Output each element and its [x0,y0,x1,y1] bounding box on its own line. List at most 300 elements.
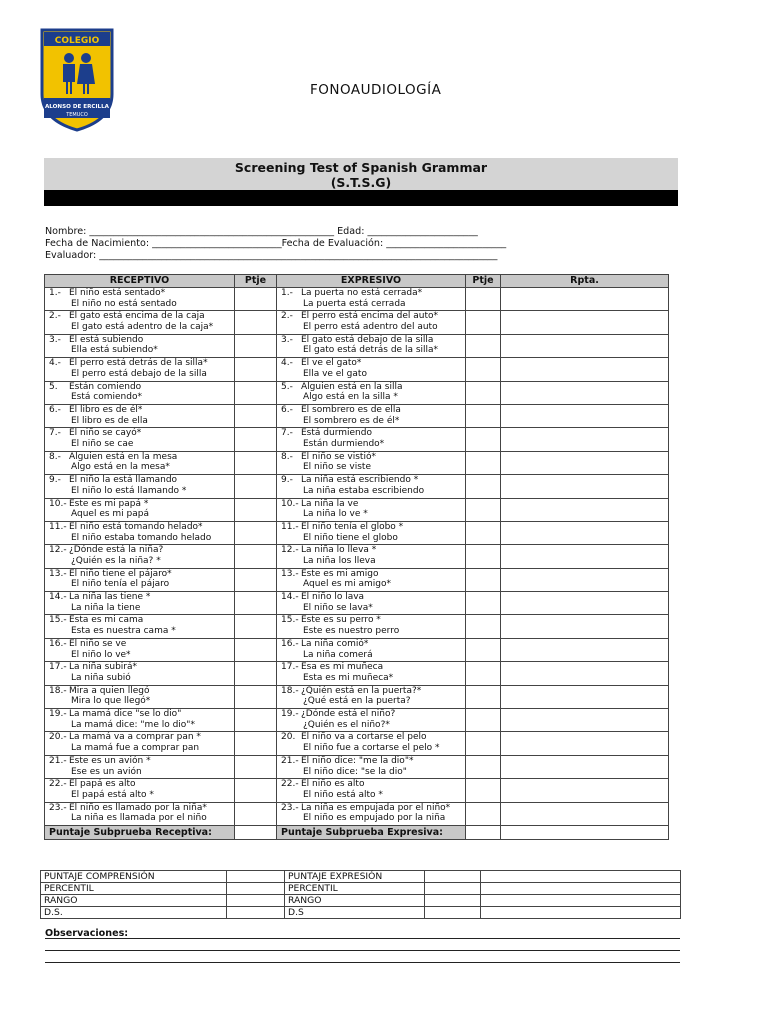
receptive-sentence-a: Esta es mi cama [69,615,144,626]
receptive-item [45,288,235,311]
header-expresivo: EXPRESIVO [277,275,466,288]
expressive-score-cell[interactable] [466,568,501,591]
receptive-sentence-b: El perro está debajo de la silla [71,368,207,379]
expressive-sentence-b: La niña lo ve * [303,509,368,520]
expressive-sentence-a: El gato está debajo de la silla [301,334,434,345]
receptive-score-cell[interactable] [235,521,277,544]
item-number: 20.- [49,732,67,743]
expressive-sentence-a: Este es su perro * [301,615,381,626]
receptive-sentence-a: El libro es de él* [69,404,143,415]
table-row [45,475,669,498]
item-number: 13.- [49,568,67,579]
score-value-left[interactable] [227,907,285,919]
item-number: 22.- [281,779,299,790]
expressive-sentence-a: ¿Quién está en la puerta?* [301,685,422,696]
receptive-item [45,475,235,498]
item-number: 12.- [49,545,67,556]
response-cell[interactable] [501,521,669,544]
expressive-sentence-b: La niña comerá [303,649,373,660]
total-rpta-cell[interactable] [501,825,669,839]
receptive-sentence-b: El papá está alto * [71,789,154,800]
response-cell[interactable] [501,755,669,778]
score-label-left: PUNTAJE COMPRENSIÓN [41,871,227,883]
expressive-item [277,802,466,825]
receptive-sentence-b: Esta es nuestra cama * [71,626,176,637]
score-summary-table [40,870,681,919]
expressive-score-cell[interactable] [466,802,501,825]
receptive-sentence-b: La niña es llamada por el niño [71,813,207,824]
receptive-sentence-b: La niña la tiene [71,602,141,613]
score-value-right[interactable] [425,907,481,919]
receptive-item [45,358,235,381]
observations-line[interactable] [45,950,680,951]
expressive-sentence-a: Está durmiendo [301,428,372,439]
item-number: 2.- [49,311,61,322]
expressive-item [277,545,466,568]
receptive-sentence-a: El está subiendo [69,334,144,345]
response-cell[interactable] [501,638,669,661]
table-row [45,568,669,591]
table-header-row [45,275,669,288]
table-row [45,755,669,778]
receptive-sentence-b: Algo está en la mesa* [71,462,170,473]
expressive-score-cell[interactable] [466,709,501,732]
expressive-sentence-b: El niño fue a cortarse el pelo * [303,743,440,754]
response-cell[interactable] [501,451,669,474]
item-number: 3.- [49,334,61,345]
receptive-sentence-a: El niño está sentado* [69,288,166,298]
score-value-right[interactable] [425,895,481,907]
receptive-score-cell[interactable] [235,615,277,638]
score-label-right: PERCENTIL [285,883,425,895]
receptive-score-cell[interactable] [235,755,277,778]
expressive-item [277,732,466,755]
item-number: 8.- [49,451,61,462]
response-cell[interactable] [501,615,669,638]
expressive-item [277,475,466,498]
expressive-item [277,288,466,311]
receptive-item [45,615,235,638]
item-number: 5. [49,381,58,392]
score-extra-cell[interactable] [481,907,681,919]
response-cell[interactable] [501,381,669,404]
expressive-score-cell[interactable] [466,451,501,474]
total-expressive-score-cell[interactable] [466,825,501,839]
item-number: 1.- [49,288,61,298]
response-cell[interactable] [501,334,669,357]
receptive-item [45,802,235,825]
item-number: 19.- [281,709,299,720]
expressive-sentence-b: Esta es mi muñeca* [303,672,394,683]
receptive-score-cell[interactable] [235,685,277,708]
expressive-item [277,521,466,544]
table-row [45,428,669,451]
expressive-sentence-b: El gato está detrás de la silla* [303,345,439,356]
scoring-table [44,274,669,840]
expressive-sentence-b: Están durmiendo* [303,439,385,450]
item-number: 6.- [281,404,293,415]
expressive-sentence-b: El sombrero es de él* [303,415,400,426]
table-row [45,592,669,615]
totals-row [45,825,669,839]
receptive-sentence-a: Este es mi papá * [69,498,149,509]
receptive-sentence-b: Ella está subiendo* [71,345,158,356]
item-number: 18.- [49,685,67,696]
score-row [41,895,681,907]
table-row [45,732,669,755]
item-number: 9.- [281,475,293,486]
expressive-score-cell[interactable] [466,404,501,427]
expressive-score-cell[interactable] [466,288,501,311]
expressive-sentence-b: El niño se viste [303,462,371,473]
expressive-item [277,638,466,661]
receptive-item [45,334,235,357]
score-extra-cell[interactable] [481,883,681,895]
title-divider-bar [44,190,678,206]
score-row [41,871,681,883]
expressive-score-cell[interactable] [466,311,501,334]
receptive-sentence-b: El niño tenía el pájaro [71,579,170,590]
expressive-sentence-a: ¿Dónde está el niño? [301,709,396,720]
expressive-sentence-b: La niña los lleva [303,556,376,566]
expressive-item [277,334,466,357]
expressive-sentence-b: El niño se lava* [303,602,373,613]
item-number: 13.- [281,568,299,579]
expressive-score-cell[interactable] [466,381,501,404]
expressive-sentence-a: La puerta no está cerrada* [301,288,423,298]
receptive-item [45,685,235,708]
school-crest-logo [40,28,114,132]
response-cell[interactable] [501,475,669,498]
receptive-item [45,779,235,802]
receptive-sentence-a: El niño está tomando helado* [69,521,203,532]
expressive-score-cell[interactable] [466,428,501,451]
score-value-right[interactable] [425,871,481,883]
item-number: 23.- [49,802,67,813]
item-number: 12.- [281,545,299,556]
expressive-item [277,358,466,381]
score-label-left: D.S. [41,907,227,919]
expressive-sentence-b: El perro está adentro del auto [303,322,438,333]
expressive-item [277,685,466,708]
expressive-item [277,498,466,521]
receptive-sentence-a: La niña las tiene * [69,592,151,603]
table-row [45,288,669,311]
response-cell[interactable] [501,358,669,381]
expressive-sentence-a: La niña es empujada por el niño* [301,802,451,813]
observations-label: Observaciones: [45,928,129,939]
logo-bottom-text: ALONSO DE ERCILLA [44,104,110,110]
expressive-score-cell[interactable] [466,498,501,521]
expressive-sentence-b: ¿Quién es el niño?* [303,719,390,730]
expressive-sentence-a: Este es mi amigo [301,568,379,579]
item-number: 20. [281,732,296,743]
expressive-item [277,568,466,591]
receptive-score-cell[interactable] [235,311,277,334]
evaluator-field[interactable]: Evaluador: ___________________________________________________________________________________ [45,250,498,261]
table-row [45,521,669,544]
item-number: 7.- [49,428,61,439]
response-cell[interactable] [501,545,669,568]
table-row [45,802,669,825]
item-number: 2.- [281,311,293,322]
expressive-sentence-b: El niño tiene el globo [303,532,398,543]
expressive-sentence-a: El sombrero es de ella [301,404,401,415]
receptive-sentence-b: El niño lo ve* [71,649,131,660]
total-receptive-score-cell[interactable] [235,825,277,839]
expressive-sentence-b: El niño es empujado por la niña [303,813,446,824]
receptive-score-cell[interactable] [235,334,277,357]
expressive-score-cell[interactable] [466,615,501,638]
item-number: 23.- [281,802,299,813]
score-label-right: RANGO [285,895,425,907]
receptive-sentence-a: El perro está detrás de la silla* [69,358,208,369]
receptive-sentence-b: La mamá fue a comprar pan [71,743,200,754]
receptive-sentence-a: El niño es llamado por la niña* [69,802,207,813]
expressive-sentence-a: El perro está encima del auto* [301,311,439,322]
item-number: 4.- [281,358,293,369]
expressive-item [277,779,466,802]
expressive-sentence-a: El niño se vistió* [301,451,376,462]
score-label-left: RANGO [41,895,227,907]
expressive-score-cell[interactable] [466,475,501,498]
receptive-sentence-b: El niño se cae [71,439,134,450]
expressive-sentence-a: La niña la ve [301,498,359,509]
response-cell[interactable] [501,568,669,591]
response-cell[interactable] [501,732,669,755]
observations-line[interactable] [45,962,680,963]
test-title: Screening Test of Spanish Grammar [234,160,488,175]
receptive-score-cell[interactable] [235,498,277,521]
department-heading: FONOAUDIOLOGÍA [310,82,442,98]
score-value-left[interactable] [227,895,285,907]
score-extra-cell[interactable] [481,895,681,907]
score-label-left: PERCENTIL [41,883,227,895]
item-number: 21.- [49,755,67,766]
receptive-sentence-a: El niño tiene el pájaro* [69,568,172,579]
header-ptje-receptivo: Ptje [235,275,277,288]
item-number: 9.- [49,475,61,486]
receptive-sentence-a: La niña subirá* [69,662,137,673]
score-value-left[interactable] [227,883,285,895]
table-row [45,404,669,427]
receptive-score-cell[interactable] [235,358,277,381]
receptive-sentence-b: Ese es un avión [71,766,142,777]
test-subtitle: (S.T.S.G) [330,175,392,190]
receptive-score-cell[interactable] [235,592,277,615]
expressive-sentence-b: Este es nuestro perro [303,626,400,637]
item-number: 18.- [281,685,299,696]
receptive-item [45,404,235,427]
table-row [45,358,669,381]
expressive-sentence-b: El niño está alto * [303,789,383,800]
receptive-sentence-b: Está comiendo* [71,392,142,403]
item-number: 15.- [49,615,67,626]
name-age-field[interactable]: Nombre: ___________________________________________________ Edad: _______________________ [45,226,478,237]
receptive-sentence-b: El niño no está sentado [71,298,177,309]
receptive-sentence-a: La mamá va a comprar pan * [69,732,201,743]
expressive-sentence-b: La niña estaba escribiendo [303,485,425,496]
response-cell[interactable] [501,311,669,334]
receptive-sentence-a: Alguien está en la mesa [69,451,178,462]
logo-top-text: COLEGIO [54,36,100,46]
expressive-sentence-b: Aquel es mi amigo* [303,579,392,590]
item-number: 10.- [49,498,67,509]
expressive-item [277,404,466,427]
expressive-sentence-b: ¿Qué está en la puerta? [303,696,411,707]
receptive-sentence-b: Mira lo que llegó* [71,696,151,707]
score-value-left[interactable] [227,871,285,883]
expressive-sentence-a: La niña está escribiendo * [301,475,419,486]
receptive-sentence-b: La mamá dice: "me lo dio"* [71,719,195,730]
table-row [45,685,669,708]
item-number: 19.- [49,709,67,720]
expressive-sentence-a: Esa es mi muñeca [301,662,384,673]
expressive-item [277,311,466,334]
receptive-item [45,662,235,685]
item-number: 16.- [281,638,299,649]
expressive-score-cell[interactable] [466,662,501,685]
receptive-sentence-b: La niña subió [71,672,131,683]
receptive-sentence-a: Este es un avión * [69,755,151,766]
total-expressive-label: Puntaje Subprueba Expresiva: [277,825,466,839]
expressive-sentence-b: El niño dice: "se la dio" [303,766,407,777]
test-title-band [44,158,678,190]
receptive-score-cell[interactable] [235,709,277,732]
table-row [45,334,669,357]
expressive-sentence-b: Algo está en la silla * [303,392,398,403]
receptive-item [45,638,235,661]
expressive-score-cell[interactable] [466,358,501,381]
receptive-score-cell[interactable] [235,288,277,311]
observations-line[interactable] [45,938,680,939]
expressive-item [277,451,466,474]
receptive-score-cell[interactable] [235,475,277,498]
score-value-right[interactable] [425,883,481,895]
response-cell[interactable] [501,404,669,427]
header-receptivo: RECEPTIVO [45,275,235,288]
item-number: 11.- [281,521,299,532]
receptive-item [45,568,235,591]
table-row [45,381,669,404]
receptive-item [45,381,235,404]
receptive-sentence-a: El niño se ve [69,638,127,649]
receptive-item [45,755,235,778]
birth-eval-date-field[interactable]: Fecha de Nacimiento: ___________________________Fecha de Evaluación: _________________________ [45,238,507,249]
receptive-score-cell[interactable] [235,732,277,755]
expressive-score-cell[interactable] [466,685,501,708]
expressive-score-cell[interactable] [466,779,501,802]
receptive-sentence-a: El niño se cayó* [69,428,142,439]
receptive-item [45,709,235,732]
expressive-score-cell[interactable] [466,334,501,357]
expressive-sentence-a: El niño tenía el globo * [301,521,404,532]
receptive-sentence-b: El niño lo está llamando * [71,485,187,496]
score-row [41,907,681,919]
table-row [45,451,669,474]
table-row [45,498,669,521]
item-number: 14.- [49,592,67,603]
table-row [45,779,669,802]
response-cell[interactable] [501,428,669,451]
receptive-score-cell[interactable] [235,545,277,568]
receptive-score-cell[interactable] [235,662,277,685]
expressive-item [277,428,466,451]
expressive-sentence-a: La niña comió* [301,638,369,649]
response-cell[interactable] [501,288,669,311]
expressive-sentence-a: El niño dice: "me la dio"* [301,755,414,766]
receptive-score-cell[interactable] [235,381,277,404]
response-cell[interactable] [501,685,669,708]
receptive-score-cell[interactable] [235,451,277,474]
response-cell[interactable] [501,802,669,825]
table-row [45,709,669,732]
receptive-score-cell[interactable] [235,428,277,451]
receptive-item [45,592,235,615]
response-cell[interactable] [501,592,669,615]
response-cell[interactable] [501,662,669,685]
receptive-item [45,498,235,521]
item-number: 17.- [49,662,67,673]
receptive-item [45,311,235,334]
receptive-score-cell[interactable] [235,779,277,802]
receptive-score-cell[interactable] [235,568,277,591]
response-cell[interactable] [501,498,669,521]
item-number: 4.- [49,358,61,369]
item-number: 1.- [281,288,293,298]
response-cell[interactable] [501,709,669,732]
receptive-sentence-b: El libro es de ella [71,415,148,426]
expressive-score-cell[interactable] [466,545,501,568]
item-number: 7.- [281,428,293,439]
item-number: 5.- [281,381,293,392]
expressive-sentence-a: El ve el gato* [301,358,362,369]
expressive-sentence-a: Alguien está en la silla [301,381,403,392]
expressive-score-cell[interactable] [466,521,501,544]
expressive-sentence-a: La niña lo lleva * [301,545,377,556]
receptive-sentence-a: Están comiendo [69,381,142,392]
item-number: 6.- [49,404,61,415]
expressive-score-cell[interactable] [466,638,501,661]
expressive-item [277,381,466,404]
expressive-score-cell[interactable] [466,732,501,755]
response-cell[interactable] [501,779,669,802]
expressive-item [277,755,466,778]
score-row [41,883,681,895]
receptive-sentence-b: Aquel es mi papá [71,509,149,520]
table-row [45,662,669,685]
header-ptje-expresivo: Ptje [466,275,501,288]
receptive-item [45,521,235,544]
item-number: 21.- [281,755,299,766]
receptive-score-cell[interactable] [235,404,277,427]
table-row [45,638,669,661]
expressive-sentence-a: El niño es alto [301,779,365,790]
receptive-sentence-a: La mamá dice "se lo dio" [69,709,182,720]
score-label-right: D.S [285,907,425,919]
table-row [45,311,669,334]
score-label-right: PUNTAJE EXPRESIÓN [285,871,425,883]
expressive-score-cell[interactable] [466,592,501,615]
item-number: 14.- [281,592,299,603]
item-number: 3.- [281,334,293,345]
receptive-score-cell[interactable] [235,638,277,661]
score-extra-cell[interactable] [481,871,681,883]
receptive-score-cell[interactable] [235,802,277,825]
expressive-score-cell[interactable] [466,755,501,778]
receptive-sentence-b: El gato está adentro de la caja* [71,322,214,333]
expressive-item [277,662,466,685]
